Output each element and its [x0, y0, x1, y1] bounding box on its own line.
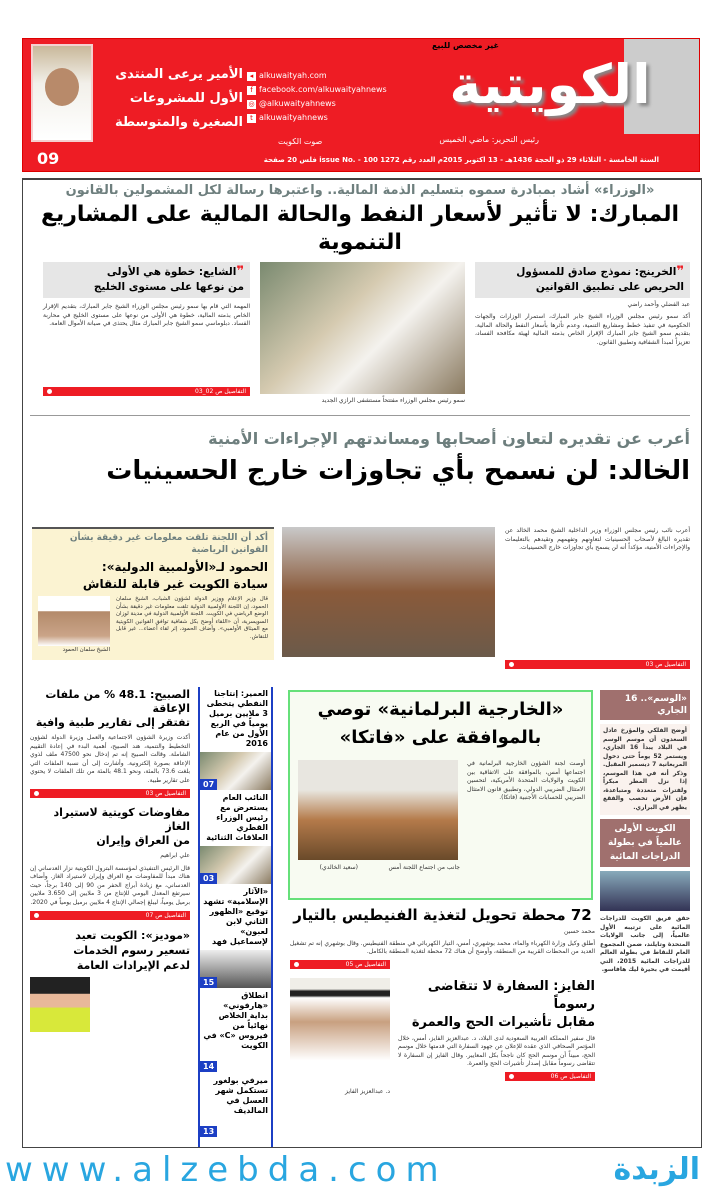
photo-caption: د. عبدالعزيز الفايز — [345, 1087, 390, 1095]
details-link[interactable]: التفاصيل ص 05 — [290, 960, 390, 969]
facebook-link[interactable]: f facebook.com/alkuwaityahnews — [247, 83, 407, 97]
photo-caption: جانب من اجتماع اللجنة أمس — [388, 864, 460, 871]
website-link[interactable]: ◂ alkuwaityah.com — [247, 69, 407, 83]
badge-row — [200, 1119, 271, 1138]
emir-photo — [31, 44, 93, 142]
brief-headline[interactable]: ميرفي بولغور تستكمل شهر العسل في المالديف — [213, 1076, 268, 1115]
committee-photo — [298, 760, 458, 860]
details-link[interactable]: التفاصيل ص 07 — [30, 911, 190, 920]
power-text: أطلق وكيل وزارة الكهرباء والماء، محمد بوشهري، أمس، التيار الكهربائي في منطقة الفنيطيس. وقال بوشهري إنه تم تشغيل العديد من المحطات القريبة من المنطقة، وأوضح أن هناك 72 محطة لتغذية المنطقة بالكامل. — [290, 939, 595, 955]
top-headline: المبارك: لا تأثير لأسعار النفط والحالة المالية على المشاريع التنموية — [40, 202, 680, 255]
olympic-body-row — [38, 596, 268, 655]
badge-row — [200, 1054, 271, 1073]
wasm-title: «الوسم».. 16 الجاري — [600, 690, 690, 720]
watermark-logo: الزبدة — [613, 1152, 700, 1187]
model-photo — [30, 977, 90, 1032]
photo-caption: الشيخ سلمان الحمود — [62, 647, 110, 653]
top-story-text: أكد سمو رئيس مجلس الوزراء الشيخ جابر المبارك، استمرار الوزارات والجهات الحكومية في تنفيذ خطط ومشاريع التنمية، وعدم تأثرها بأسعار النفط والحالة المالية. بتقديم سمو الشيخ جابر المبارك الإقرار الخاص بذمته المالية لهيئة مكافحة الفساد، تعزيزاً لمبدأ الشفافية وتطبيق القانون. — [475, 313, 690, 346]
hamoud-photo-block — [38, 596, 110, 655]
center-bottom — [290, 905, 595, 1096]
second-story-text: أعرب نائب رئيس مجلس الوزراء وزير الداخلية الشيخ محمد الخالد عن تقديره البالغ لأصحاب الحسينيات لتعاونهم وتفهمهم وتقيدهم بالتعليمات والإجراءات الأمنية، مؤكداً أنه لن يسمح بأي تجاوزات خارج الحسينيات. — [505, 527, 690, 551]
right-column — [600, 690, 690, 975]
byline: عبد الفضلي وأحمد راضي — [627, 301, 690, 308]
brief-photo — [200, 752, 271, 790]
details-link[interactable]: التفاصيل ص 03 — [30, 789, 190, 798]
embassy-article — [398, 978, 595, 1081]
page-badge: 03 — [200, 873, 217, 884]
power-headline: 72 محطة تحويل لتغذية الفنيطيس بالتيار — [293, 906, 592, 924]
editor-line: رئيس التحرير: ماضي الخميس — [439, 135, 539, 144]
fatca-box — [288, 690, 593, 900]
embassy-headline: الفايز: السفارة لا تتقاضى رسوماً مقابل تأشيرات الحج والعمرة — [411, 978, 595, 1030]
left-column — [30, 688, 190, 1032]
gas-headline: مفاوضات كويتية لاستيراد الغاز من العراق وإيران — [53, 806, 190, 847]
photo-credit: (سعيد الخالدي) — [319, 864, 358, 871]
brief-photo — [200, 950, 271, 988]
wasm-text: أوضح الفلكي والمؤرخ عادل السعدون أن موسم الوسم في البلاد يبدأ 16 الجاري، ويستمر 52 يوماً حتى دخول المربعانية 7 ديسمبر المقبل. وذكر أنه في هذا الموسم، إذا نزل المطر مبكراً ولفترات متعددة ومتباعدة، فإن الأرض تخصب والفقع يظهر في البراري. — [600, 724, 690, 815]
quote-icon: ❞ — [676, 264, 684, 279]
moodys-headline: «موديز»: الكويت تعيد تسعير رسوم الخدمات لدعم الإيرادات العامة — [73, 929, 190, 972]
lead-headline: الأمير يرعى المنتدى الأول للمشروعات الصغيرة والمتوسطة — [114, 67, 243, 130]
brief-headline[interactable]: العمير: إنتاجنا النفطي يتخطى 3 ملايين برميل يومياً في الربع الأول من عام 2016 — [206, 689, 268, 748]
gas-text: قال الرئيس التنفيذي لمؤسسة البترول الكويتية نزار العدساني إن هناك مبدأ للمفاوضات مع العراق وإيران لاستيراد الغاز. وأضاف العدساني، مع زيادة أبراج الحفر من 90 إلى 140 برجاً، حيث سيرتفع المعدل اليومي للإنتاج من 3 ملايين إلى 3.650 ملايين برميل يومياً، ليبلغ إجمالي الإنتاج 4 ملايين برميل يومياً في 2020. — [30, 864, 191, 906]
byline: علي ابراهيم — [160, 852, 190, 859]
top-kicker: «الوزراء» أشاد بمبادرة سموه بتسليم الذمة المالية.. واعتبرها رسالة لكل المشمولين بالقانون — [65, 183, 655, 198]
second-kicker: أعرب عن تقديره لتعاون أصحابها ومساندتهم الإجراءات الأمنية — [208, 429, 690, 448]
brief-headline[interactable]: «الآثار الإسلامية» تشهد توقيع «الظهور الثاني لابن لعبون» لإسماعيل فهد — [203, 887, 268, 946]
newspaper-logo: الكويتية — [449, 53, 651, 116]
details-link[interactable]: التفاصيل ص 02_03 — [43, 387, 250, 396]
details-link[interactable]: التفاصيل ص 06 — [505, 1072, 595, 1081]
brief-photo — [200, 846, 271, 884]
embassy-text: قال سفير المملكة العربية السعودية لدى البلاد، د. عبدالعزيز الفايز، أمس، خلال المؤتمر الصحافي الذي عقده للإعلان عن جهود السفارة التي قدمتها خلال موسم الحج، مبيناً أن موسم الحج كان ناجحاً بكل المعايير. وقال الفايز إن السفارة لا تتقاضى رسوماً مقابل إصدار تأشيرات الحج والعمرة. — [398, 1034, 595, 1067]
social-links — [247, 69, 407, 125]
jetski-text: حقق فريق الكويت للدراجات المائية على ترتيبه الأول عالمياً، إلى جانب الولايات المتحدة وتايلند، ضمن المجموع العام للنقاط في بطولة العالم للدراجات المائية 2015، التي أقيمت في بحيرة ليك هافاسو. — [600, 915, 690, 973]
embassy-row — [290, 978, 595, 1097]
fatca-text: أوصت لجنة الشؤون الخارجية البرلمانية في اجتماعها أمس، بالموافقة على الاتفاقية بين الكويت والولايات المتحدة الأمريكية، لتحسين الامتثال الضريبي الدولي، وتطبيق قانون الامتثال الضريبي للحسابات الأجنبية (فاتكا). — [467, 760, 585, 801]
instagram-icon: ◎ — [248, 100, 255, 108]
photo-caption: سمو رئيس مجلس الوزراء مفتتحاً مستشفى الرازي الجديد — [321, 397, 465, 404]
fayez-photo-block — [290, 978, 390, 1097]
divider — [30, 415, 690, 416]
quote-icon: ❞ — [236, 264, 244, 279]
byline: محمد حسين — [563, 928, 595, 935]
sabeeh-text: أكدت وزيرة الشؤون الاجتماعية والعمل وزيرة الدولة لشؤون التخطيط والتنمية، هند الصبيح، أهمية البدء في إعادة التقييم الشاملة. وقالت الصبيح إنه تم إدخال نحو 47500 ملف لذوي الإعاقة بصورة إلكترونية. وأشارت إلى أن نسبة الملفات التي بلغت 73.6 بالمئة، ونحو 48.1 بالمئة من تلك الملفات لا يحتوي على تقارير طبية. — [30, 734, 190, 784]
hamoud-photo — [38, 596, 110, 646]
masthead — [22, 38, 700, 172]
quote-box-khraynej: ❞الخرينج: نموذج صادق للمسؤول الحريص على تطبيق القوانين — [475, 262, 690, 298]
twitter-icon: t — [247, 114, 256, 123]
page-badge: 15 — [200, 977, 217, 988]
page-badge: 13 — [200, 1126, 217, 1137]
fatca-headline: «الخارجية البرلمانية» توصي بالموافقة على «فاتكا» — [317, 699, 564, 748]
tagline: صوت الكويت — [278, 137, 323, 146]
quote-box-shaya: ❞الشايع: خطوة هي الأولى من نوعها على مستوى الخليج — [43, 262, 250, 298]
facebook-icon: f — [247, 86, 256, 95]
page-badge: 14 — [200, 1061, 217, 1072]
brief-headline[interactable]: النائب العام يستعرض مع رئيس الوزراء القطري العلاقات الثنائية — [206, 793, 268, 842]
details-link[interactable]: التفاصيل ص 03 — [505, 660, 690, 669]
brief-headline[interactable]: انطلاق «هارفوني» بداية الخلاص نهائياً من فيروس «C» في الكويت — [203, 991, 268, 1050]
twitter-link[interactable]: t alkuwaityahnews — [247, 111, 407, 125]
olympic-text: قال وزير الإعلام ووزير الدولة لشؤون الشباب، الشيخ سلمان الحمود، إن اللجنة الأولمبية الدولية تلقت معلومات غير دقيقة بشأن الوضع الرياضي في الكويت. اللجنة الأولمبية الدولية في مدينة لوزان السويسرية، أن «اللقاء أوضح بكل شفافية توافق القوانين الكويتية مع الميثاق الأولمبي». وأضاف الحمود، إثر لقاء أعضاء... غير قابل للنقاش. — [116, 596, 268, 640]
issue-line: السنة الخامسة - الثلاثاء 29 ذو الحجة 1436هـ - 13 اكتوبر 2015م العدد رقم 1272 issue No. - 100 فلس 20 صفحة — [263, 156, 659, 164]
jetski-photo — [600, 871, 690, 911]
web-icon: ◂ — [247, 72, 256, 81]
top-story-left-text: المهمة التي قام بها سمو رئيس مجلس الوزراء الشيخ جابر المبارك، بتقديم الإقرار الخاص بذمته المالية، خطوة هي الأولى من نوعها على مستوى الخليج في محاربة الفساد. دبلوماسي سمو الشيخ جابر المبارك مثال يحتذى في صيانة الأموال العامة. — [43, 303, 250, 327]
jetski-box: الكويت الأولى عالمياً في بطولة الدراجات المائية — [600, 819, 690, 867]
slogan: غير مخصص للبيع — [431, 41, 499, 50]
sabeeh-headline: الصبيح: 48.1 % من ملفات الإعاقة تفتقر إلى تقارير طبية وافية — [35, 688, 190, 729]
olympic-kicker: أكد أن اللجنة تلقت معلومات غير دقيقة بشأن القوانين الرياضية — [69, 533, 268, 555]
instagram-link[interactable]: ◎ @alkuwaityahnews — [248, 99, 336, 108]
opening-photo — [260, 262, 465, 394]
meeting-photo — [282, 527, 495, 657]
page-number: 09 — [37, 149, 60, 168]
olympic-box — [32, 527, 274, 660]
page-badge: 07 — [200, 779, 217, 790]
fayez-photo — [290, 978, 390, 1088]
olympic-headline: الحمود لـ«الأولمبية الدولية»: سيادة الكويت غير قابلة للنقاش — [82, 560, 268, 591]
watermark-url: www.alzebda.com — [5, 1150, 448, 1190]
second-headline: الخالد: لن نسمح بأي تجاوزات خارج الحسينيات — [106, 456, 690, 486]
sidebar-briefs — [198, 687, 273, 1147]
